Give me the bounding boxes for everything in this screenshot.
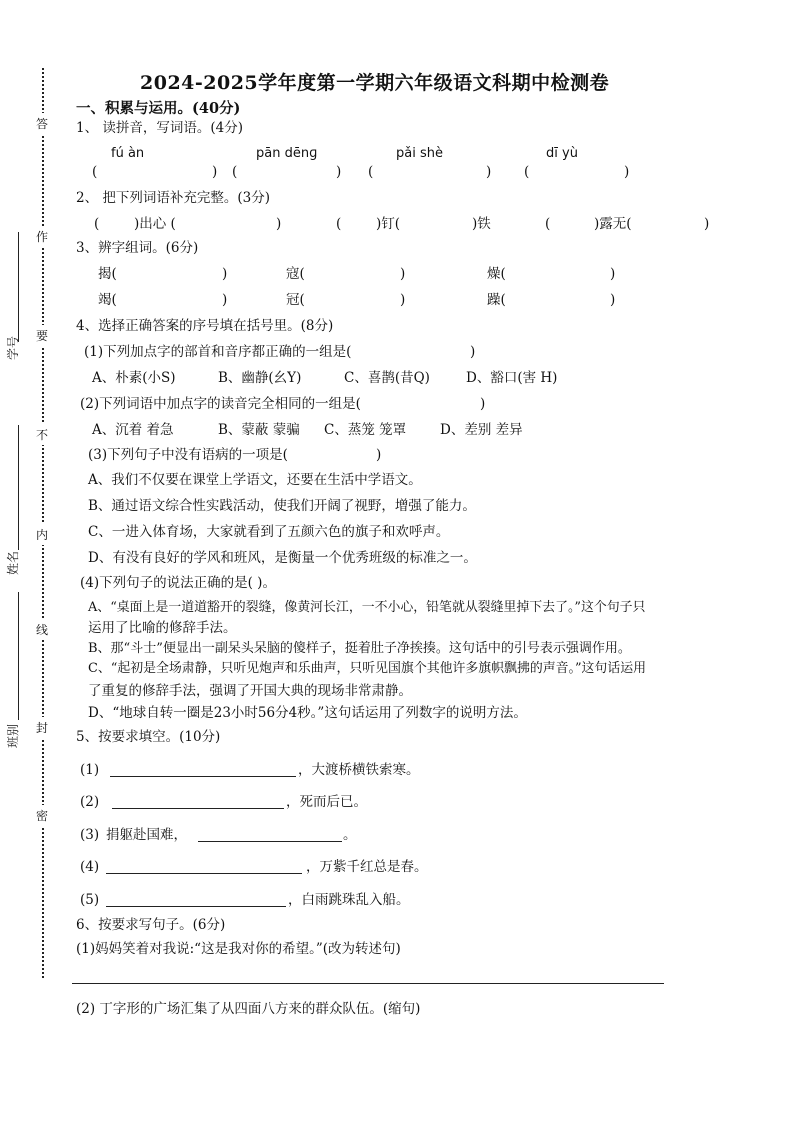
option: A、沉着 着急 <box>92 422 174 438</box>
class-line[interactable] <box>18 592 19 720</box>
answer-line[interactable] <box>110 776 296 777</box>
answer-bracket: ( <box>232 164 238 180</box>
option: B、幽静(幺Y) <box>218 370 302 386</box>
question-label: 3、辨字组词。(6分) <box>76 240 199 256</box>
binding-char: 封 <box>36 717 48 738</box>
char-item: 燥( <box>487 266 506 282</box>
answer-line[interactable] <box>72 983 664 984</box>
answer-bracket: ) <box>212 164 218 180</box>
pinyin-1: fú àn <box>111 146 145 161</box>
char-item: ) <box>400 266 406 282</box>
option-line: 运用了比喻的修辞手法。 <box>88 620 237 636</box>
fill-text: ，大渡桥横铁索寒。 <box>298 762 420 778</box>
binding-char: 答 <box>36 113 48 134</box>
fill-num: (3) <box>80 827 100 843</box>
fill-num: (4) <box>80 859 100 875</box>
fill-bracket: ( <box>336 216 342 232</box>
sub-question: (4)下列句子的说法正确的是( )。 <box>80 575 276 591</box>
question-label: 2、 把下列词语补充完整。(3分) <box>76 190 271 206</box>
answer-line[interactable] <box>198 841 342 842</box>
answer-bracket: ) <box>624 164 630 180</box>
fill-text: )出心 ( <box>134 216 176 232</box>
exam-title: 2024-2025学年度第一学期六年级语文科期中检测卷 <box>140 72 610 94</box>
answer-bracket-close: ) <box>470 344 476 360</box>
option: A、我们不仅要在课堂上学语文，还要在生活中学语文。 <box>88 472 422 488</box>
fill-text: ，死而后已。 <box>286 794 367 810</box>
answer-bracket: ( <box>368 164 374 180</box>
fill-num: (2) <box>80 794 100 810</box>
answer-bracket: ( <box>92 164 98 180</box>
char-item: 寇( <box>286 266 305 282</box>
option: D、豁口(害 H) <box>466 370 558 386</box>
char-item: ) <box>400 292 406 308</box>
option-line: D、“地球自转一圈是23小时56分4秒。”这句话运用了列数字的说明方法。 <box>88 705 527 721</box>
section-heading: 一、积累与运用。(40分) <box>76 100 241 117</box>
student-id-line[interactable] <box>18 232 19 342</box>
student-id-label: 学号 <box>6 335 20 360</box>
sub-question: (2) 丁字形的广场汇集了从四面八方来的群众队伍。(缩句) <box>76 1001 421 1017</box>
fill-num: (5) <box>80 892 100 908</box>
sub-question: (1)妈妈笑着对我说:“这是我对你的希望。”(改为转述句) <box>76 941 401 957</box>
fill-text: 。 <box>343 827 357 843</box>
student-name-label: 姓名 <box>6 550 20 575</box>
option-line: A、“桌面上是一道道豁开的裂缝，像黄河长江，一不小心，铅笔就从裂缝里掉下去了。”这个句子只 <box>88 600 646 615</box>
binding-char: 要 <box>36 325 48 346</box>
fill-text: )钉( <box>376 216 401 232</box>
binding-dotted-line <box>42 68 44 978</box>
question-label: 5、按要求填空。(10分) <box>76 729 221 745</box>
fill-text: ，万紫千红总是春。 <box>306 859 428 875</box>
char-item: 竭( <box>98 292 117 308</box>
answer-bracket: ) <box>486 164 492 180</box>
answer-bracket: ( <box>524 164 530 180</box>
answer-line[interactable] <box>112 808 284 809</box>
option: B、蒙蔽 蒙骗 <box>218 422 300 438</box>
option-line: 了重复的修辞手法，强调了开国大典的现场非常肃静。 <box>88 683 412 699</box>
pinyin-4: dī yù <box>546 146 578 161</box>
option: D、差别 差异 <box>440 422 523 438</box>
pinyin-2: pān dēnɡ <box>256 146 318 161</box>
sub-question: (3)下列句子中没有语病的一项是( <box>88 447 288 463</box>
option-line: B、那“斗士”便显出一副呆头呆脑的傻样子，挺着肚子净挨揍。这句话中的引号表示强调作用。 <box>88 641 631 656</box>
fill-bracket: ) <box>276 216 282 232</box>
sub-question: (1)下列加点字的部首和音序都正确的一组是( <box>84 344 352 360</box>
binding-char: 密 <box>36 805 48 826</box>
question-label: 1、 读拼音，写词语。(4分) <box>76 120 244 136</box>
answer-bracket-close: ) <box>376 447 382 463</box>
answer-bracket: ) <box>336 164 342 180</box>
question-label: 6、按要求写句子。(6分) <box>76 917 226 933</box>
option: B、通过语文综合性实践活动，使我们开阔了视野，增强了能力。 <box>88 498 476 514</box>
char-item: ) <box>222 266 228 282</box>
binding-char: 作 <box>36 226 48 247</box>
answer-line[interactable] <box>106 906 286 907</box>
fill-text: )露无( <box>594 216 632 232</box>
sub-question: (2)下列词语中加点字的读音完全相同的一组是( <box>80 396 361 412</box>
pinyin-3: pǎi shè <box>396 146 443 161</box>
answer-bracket-close: ) <box>480 396 486 412</box>
fill-text: )铁 <box>472 216 491 232</box>
char-item: 躁( <box>487 292 506 308</box>
char-item: 冠( <box>286 292 305 308</box>
answer-line[interactable] <box>106 873 302 874</box>
class-label: 班别 <box>6 723 20 748</box>
char-item: ) <box>610 292 616 308</box>
option: A、朴素(小S) <box>92 370 176 386</box>
question-label: 4、选择正确答案的序号填在括号里。(8分) <box>76 318 334 334</box>
fill-text: 捐躯赴国难， <box>106 827 187 843</box>
binding-char: 内 <box>36 524 48 545</box>
fill-bracket: ) <box>704 216 710 232</box>
fill-text: ，白雨跳珠乱入船。 <box>288 892 410 908</box>
fill-bracket: ( <box>94 216 100 232</box>
option: D、有没有良好的学风和班风，是衡量一个优秀班级的标准之一。 <box>88 550 477 566</box>
binding-char: 不 <box>36 424 48 445</box>
option: C、蒸笼 笼罩 <box>324 422 407 438</box>
binding-char: 线 <box>36 619 48 640</box>
fill-bracket: ( <box>545 216 551 232</box>
fill-num: (1) <box>80 762 100 778</box>
char-item: ) <box>222 292 228 308</box>
student-name-line[interactable] <box>18 425 19 550</box>
option-line: C、“起初是全场肃静，只听见炮声和乐曲声，只听见国旗个其他许多旗帜飘拂的声音。”这句话运用 <box>88 661 646 676</box>
option: C、一进入体育场，大家就看到了五颜六色的旗子和欢呼声。 <box>88 524 450 540</box>
option: C、喜鹊(昔Q) <box>344 370 430 386</box>
char-item: 揭( <box>98 266 117 282</box>
char-item: ) <box>610 266 616 282</box>
